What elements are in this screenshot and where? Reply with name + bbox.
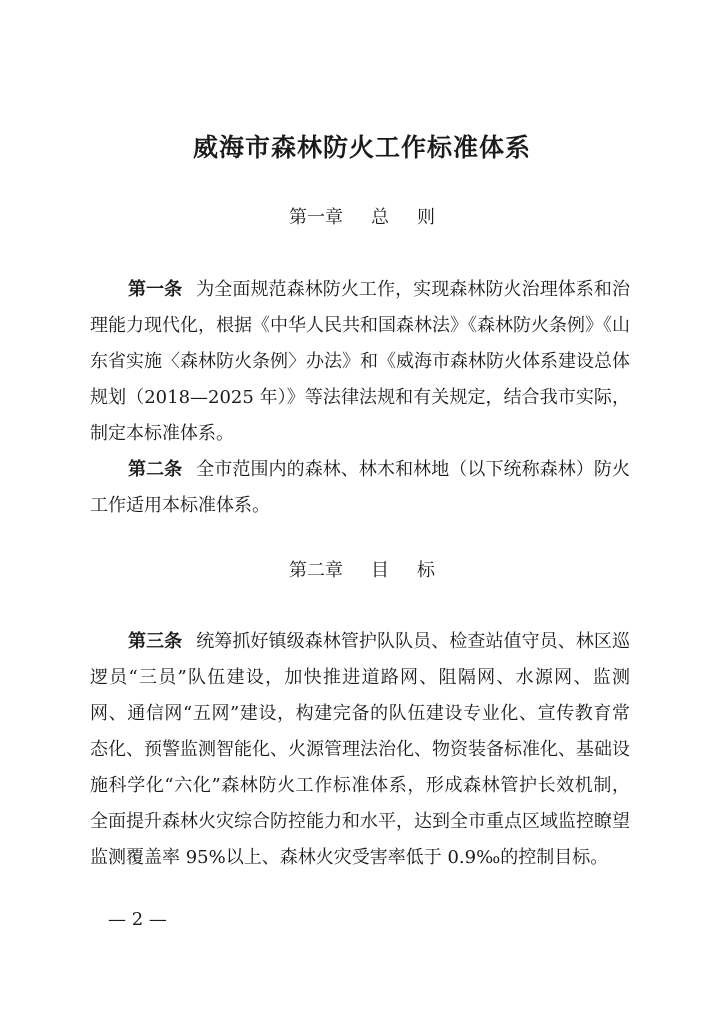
chapter-2-char-1: 目 (371, 560, 389, 581)
chapter-2-char-2: 标 (417, 560, 435, 581)
chapter-2-prefix: 第二章 (289, 560, 343, 581)
article-1-text: 为全面规范森林防火工作，实现森林防火治理体系和治理能力现代化，根据《中华人民共和国森林法》《森林防火条例》《山东省实施〈森林防火条例〉办法》和《威海市森林防火体系建设总体规划（2018—2025 年）》等法律法规和有关规定，结合我市实际，制定本标准体系。 (90, 279, 631, 444)
article-2-label: 第二条 (128, 459, 183, 480)
article-2-text: 全市范围内的森林、林木和林地（以下统称森林）防火工作适用本标准体系。 (90, 459, 631, 516)
article-2 (90, 452, 630, 524)
article-3 (90, 624, 630, 876)
article-1-label: 第一条 (128, 279, 183, 300)
page-number: — 2 — (108, 909, 167, 930)
chapter-heading-2 (0, 556, 724, 586)
chapter-heading-1 (0, 203, 724, 233)
chapter-1-char-2: 则 (417, 207, 435, 228)
article-3-text: 统筹抓好镇级森林管护队队员、检查站值守员、林区巡逻员“三员”队伍建设，加快推进道路网、阻隔网、水源网、监测网、通信网“五网”建设，构建完备的队伍建设专业化、宣传教育常态化、预警监测智能化、火源管理法治化、物资装备标准化、基础设施科学化“六化”森林防火工作标准体系，形成森林管护长效机制，全面提升森林火灾综合防控能力和水平，达到全市重点区域监控瞭望监测覆盖率 95%以上、森林火灾受害率低于 0.9‰的控制目标。 (90, 631, 631, 868)
article-1 (90, 272, 630, 452)
chapter-1-prefix: 第一章 (289, 207, 343, 228)
chapter-1-char-1: 总 (371, 207, 389, 228)
document-title: 威海市森林防火工作标准体系 (192, 133, 531, 162)
article-3-label: 第三条 (128, 631, 183, 652)
